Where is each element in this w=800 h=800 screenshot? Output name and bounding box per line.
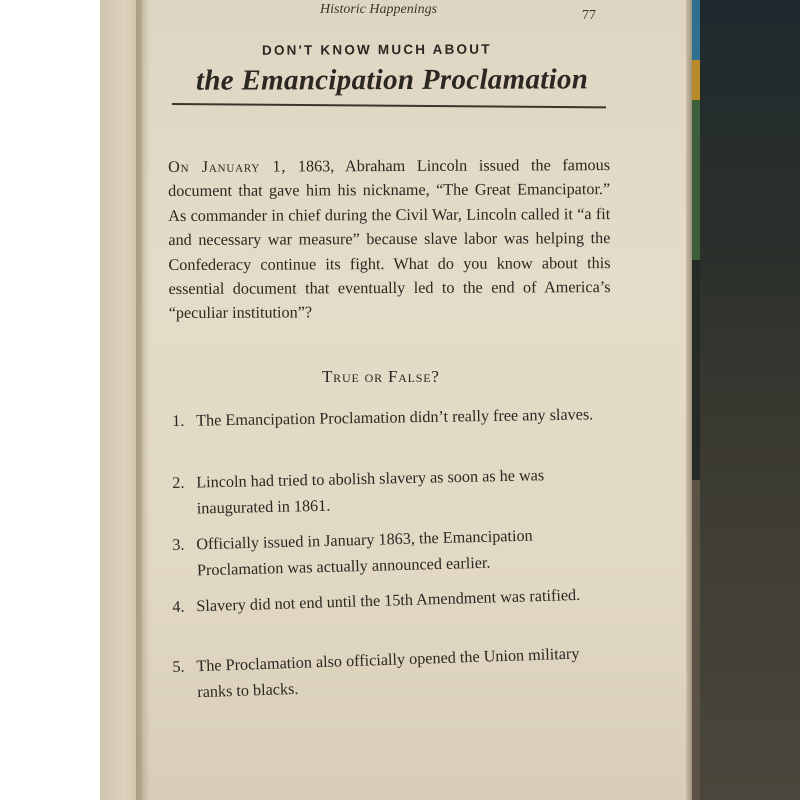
section-title: True or False? xyxy=(322,367,440,386)
intro-paragraph xyxy=(168,153,611,325)
item-text: Officially issued in January 1863, the Emancipation Proclamation was actually announced earlier. xyxy=(196,526,533,580)
intro-lead: On January 1, xyxy=(168,157,287,176)
white-margin xyxy=(0,0,100,800)
item-text: Lincoln had tried to abolish slavery as soon as he was inaugurated in 1861. xyxy=(196,466,545,518)
kicker: DON'T KNOW MUCH ABOUT xyxy=(261,41,492,58)
item-text: The Emancipation Proclamation didn’t really free any slaves. xyxy=(196,405,594,430)
page-gutter-shadow xyxy=(136,0,150,800)
item-number: 3. xyxy=(172,535,185,554)
item-number: 4. xyxy=(172,597,185,616)
item-number: 1. xyxy=(172,411,185,430)
item-number: 5. xyxy=(172,657,185,676)
intro-body: 1863, Abraham Lincoln issued the famous document that gave him his nickname, “The Great Emancipator.” As commander in chief during the Civil War, Lincoln called it “a fit and necessary war measure” because slave labor was helping the Confederacy continue its fight. What do you know about this essential document that eventually led to the end of America’s “peculiar institution”? xyxy=(168,156,611,323)
chapter-heading: the Emancipation Proclamation xyxy=(195,63,589,97)
item-number: 2. xyxy=(172,473,185,492)
running-head: Historic Happenings xyxy=(320,2,438,17)
item-text: The Proclamation also officially opened the Union military ranks to blacks. xyxy=(196,644,580,702)
page-number: 77 xyxy=(582,8,596,23)
page-edge xyxy=(686,0,692,800)
item-text: Slavery did not end until the 15th Amendment was ratified. xyxy=(196,585,581,616)
